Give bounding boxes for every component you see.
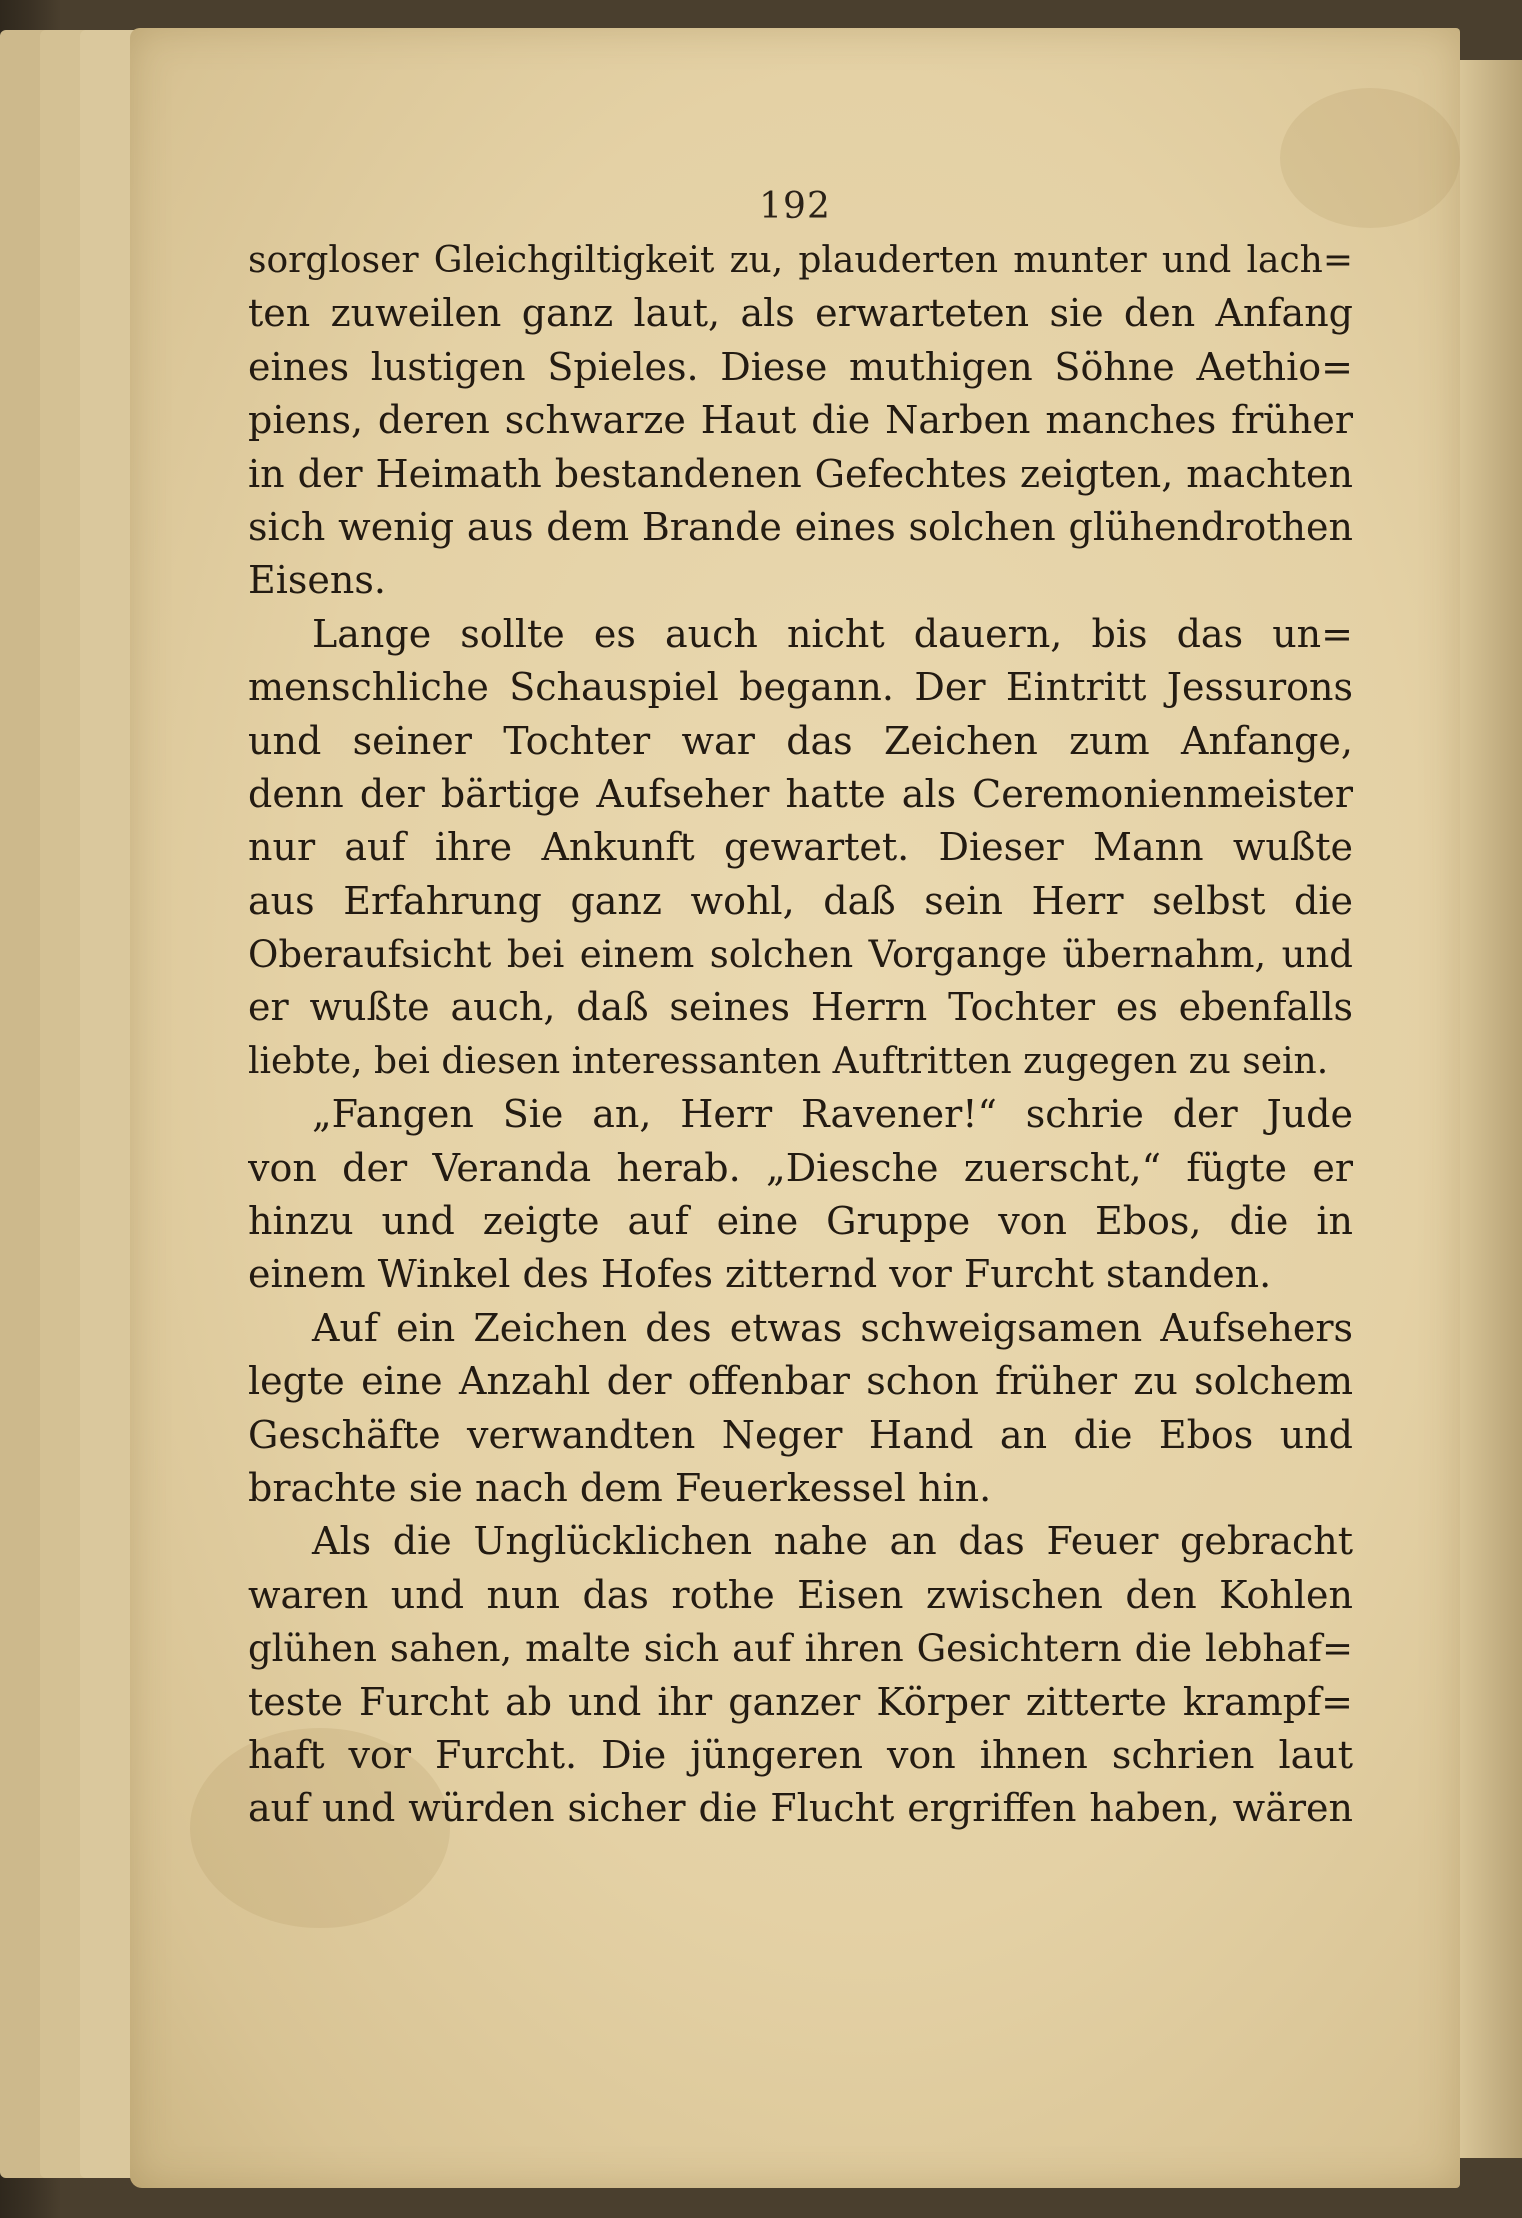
text-line: glühen sahen, malte sich auf ihren Gesichtern die lebhaf=	[248, 1627, 1353, 1671]
text-line: eines lustigen Spieles. Diese muthigen Söhne Aethio=	[248, 344, 1353, 389]
text-line: piens, deren schwarze Haut die Narben manches früher	[248, 398, 1353, 443]
text-line: Als die Unglücklichen nahe an das Feuer gebracht	[312, 1519, 1353, 1564]
text-line: denn der bärtige Aufseher hatte als Ceremonienmeister	[248, 771, 1353, 816]
text-line: aus Erfahrung ganz wohl, daß sein Herr selbst die	[248, 878, 1353, 923]
text-line: sich wenig aus dem Brande eines solchen glühendrothen	[248, 504, 1353, 549]
text-line: hinzu und zeigte auf eine Gruppe von Ebos, die in	[248, 1199, 1353, 1244]
text-line: er wußte auch, daß seines Herrn Tochter es ebenfalls	[248, 985, 1353, 1030]
text-line: liebte, bei diesen interessanten Auftritten zugegen zu sein.	[248, 1040, 1329, 1082]
text-line: brachte sie nach dem Feuerkessel hin.	[248, 1465, 992, 1510]
page-number: 192	[759, 186, 831, 227]
text-line: Eisens.	[248, 558, 386, 603]
text-line: teste Furcht ab und ihr ganzer Körper zitterte krampf=	[248, 1679, 1353, 1724]
text-line: ten zuweilen ganz laut, als erwarteten sie den Anfang	[248, 291, 1353, 336]
text-line: nur auf ihre Ankunft gewartet. Dieser Mann wußte	[248, 825, 1353, 870]
text-line: menschliche Schauspiel begann. Der Eintritt Jessurons	[248, 665, 1353, 710]
text-line: Geschäfte verwandten Neger Hand an die Ebos und	[248, 1412, 1353, 1457]
text-line: haft vor Furcht. Die jüngeren von ihnen schrien laut	[248, 1732, 1353, 1777]
text-line: von der Veranda herab. „Diesche zuerscht,“ fügte er	[248, 1145, 1353, 1190]
text-line: sorgloser Gleichgiltigkeit zu, plauderten munter und lach=	[248, 240, 1353, 281]
body-text	[248, 234, 1353, 1836]
text-line: in der Heimath bestandenen Gefechtes zeigten, machten	[248, 451, 1353, 496]
text-line: „Fangen Sie an, Herr Ravener!“ schrie der Jude	[312, 1092, 1353, 1137]
text-line: waren und nun das rothe Eisen zwischen den Kohlen	[248, 1572, 1353, 1617]
text-line: auf und würden sicher die Flucht ergriffen haben, wären	[248, 1786, 1353, 1831]
text-line: Lange sollte es auch nicht dauern, bis das un=	[312, 611, 1353, 656]
text-line: Oberaufsicht bei einem solchen Vorgange übernahm, und	[248, 933, 1353, 977]
text-line: Auf ein Zeichen des etwas schweigsamen Aufsehers	[312, 1305, 1353, 1350]
text-line: und seiner Tochter war das Zeichen zum Anfange,	[248, 718, 1353, 763]
text-line: einem Winkel des Hofes zitternd vor Furcht standen.	[248, 1252, 1272, 1297]
text-line: legte eine Anzahl der offenbar schon früher zu solchem	[248, 1359, 1353, 1404]
